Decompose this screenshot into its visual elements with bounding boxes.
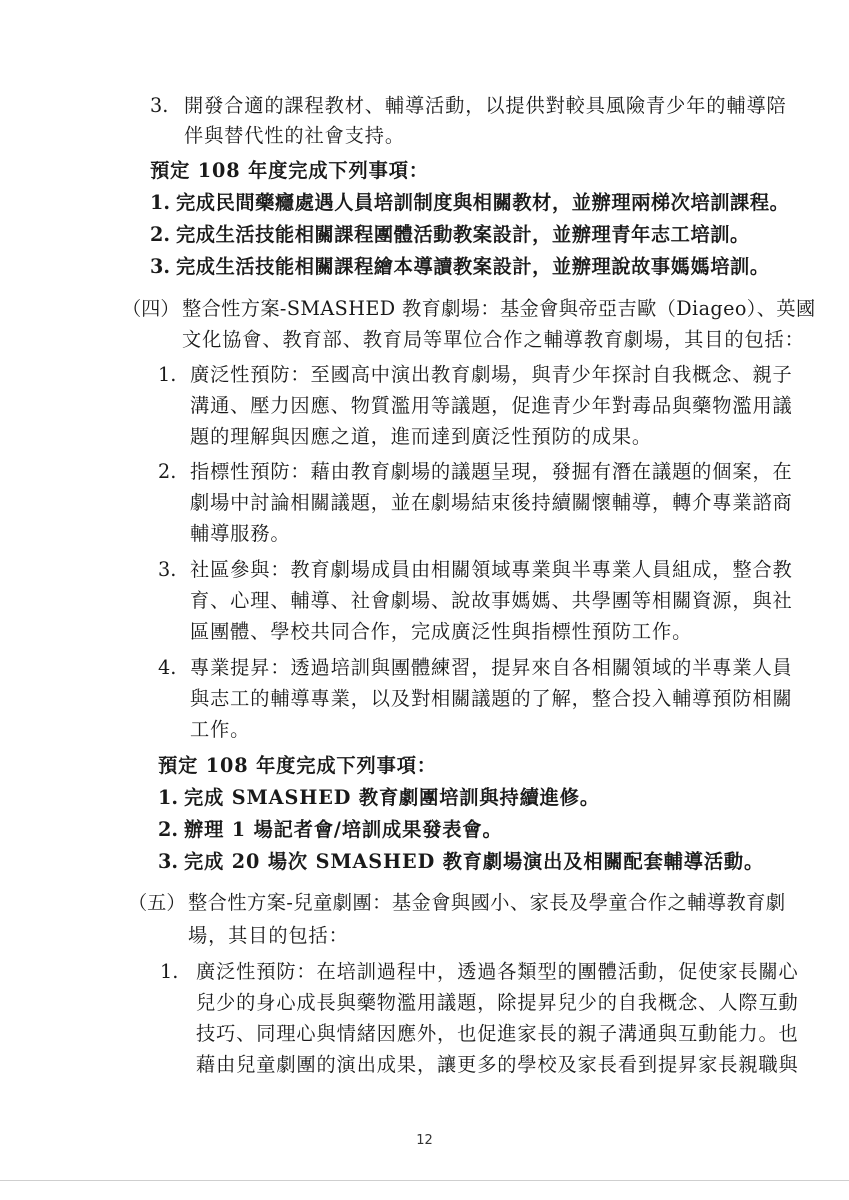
- list-marker: 3.: [158, 558, 177, 581]
- planned-item: 完成 20 場次 SMASHED 教育劇場演出及相關配套輔導活動。: [184, 850, 765, 873]
- text-line: 區團體、學校共同合作，完成廣泛性與指標性預防工作。: [190, 620, 693, 643]
- planned-item: 辦理 1 場記者會/培訓成果發表會。: [184, 818, 503, 841]
- page-number: 12: [416, 1133, 433, 1148]
- text-line: 伴與替代性的社會支持。: [184, 124, 405, 147]
- list-marker: 1.: [150, 191, 171, 214]
- planned-items-heading: 預定 108 年度完成下列事項：: [150, 159, 429, 182]
- text-line: 廣泛性預防：至國高中演出教育劇場，與青少年探討自我概念、親子: [190, 363, 793, 386]
- list-marker: 2.: [158, 818, 179, 841]
- list-marker: 1.: [158, 363, 177, 386]
- text-line: 場，其目的包括：: [188, 924, 349, 947]
- section-heading: 整合性方案-SMASHED 教育劇場：基金會與帝亞吉歐（Diageo）、英國: [182, 297, 816, 320]
- list-marker: 3.: [150, 94, 169, 117]
- section-marker: （五）: [128, 891, 186, 914]
- section-heading: 整合性方案-兒童劇團：基金會與國小、家長及學童合作之輔導教育劇: [188, 891, 786, 914]
- text-line: 兒少的身心成長與藥物濫用議題，除提昇兒少的自我概念、人際互動: [196, 991, 799, 1014]
- text-line: 指標性預防：藉由教育劇場的議題呈現，發掘有潛在議題的個案，在: [190, 460, 793, 483]
- list-marker: 4.: [158, 656, 177, 679]
- list-marker: 1.: [160, 960, 179, 983]
- list-marker: 3.: [158, 850, 179, 873]
- planned-item: 完成民間藥癮處遇人員培訓制度與相關教材，並辦理兩梯次培訓課程。: [176, 191, 790, 214]
- text-line: 劇場中討論相關議題，並在劇場結束後持續關懷輔導，轉介專業諮商: [190, 491, 793, 514]
- text-line: 育、心理、輔導、社會劇場、說故事媽媽、共學團等相關資源，與社: [190, 589, 793, 612]
- list-marker: 3.: [150, 255, 171, 278]
- planned-items-heading: 預定 108 年度完成下列事項：: [158, 754, 437, 777]
- text-line: 輔導服務。: [190, 522, 291, 545]
- text-line: 與志工的輔導專業，以及對相關議題的了解，整合投入輔導預防相關: [190, 687, 793, 710]
- planned-item: 完成生活技能相關課程繪本導讀教案設計，並辦理說故事媽媽培訓。: [176, 255, 770, 278]
- text-line: 開發合適的課程教材、輔導活動，以提供對較具風險青少年的輔導陪: [184, 94, 787, 117]
- text-line: 社區參與：教育劇場成員由相關領域專業與半專業人員組成，整合教: [190, 558, 793, 581]
- scan-edge-divider: [0, 1180, 849, 1181]
- text-line: 文化協會、教育部、教育局等單位合作之輔導教育劇場，其目的包括：: [182, 328, 805, 351]
- list-marker: 1.: [158, 786, 179, 809]
- text-line: 藉由兒童劇團的演出成果，讓更多的學校及家長看到提昇家長親職與: [196, 1053, 799, 1076]
- planned-item: 完成生活技能相關課程團體活動教案設計，並辦理青年志工培訓。: [176, 223, 750, 246]
- text-line: 專業提昇：透過培訓與團體練習，提昇來自各相關領域的半專業人員: [190, 656, 793, 679]
- text-line: 工作。: [190, 718, 251, 741]
- text-line: 題的理解與因應之道，進而達到廣泛性預防的成果。: [190, 425, 653, 448]
- list-marker: 2.: [158, 460, 177, 483]
- section-marker: （四）: [122, 297, 180, 320]
- text-line: 溝通、壓力因應、物質濫用等議題，促進青少年對毒品與藥物濫用議: [190, 394, 793, 417]
- planned-item: 完成 SMASHED 教育劇團培訓與持續進修。: [184, 786, 600, 809]
- list-marker: 2.: [150, 223, 171, 246]
- text-line: 廣泛性預防：在培訓過程中，透過各類型的團體活動，促使家長關心: [196, 960, 799, 983]
- text-line: 技巧、同理心與情緒因應外，也促進家長的親子溝通與互動能力。也: [196, 1022, 799, 1045]
